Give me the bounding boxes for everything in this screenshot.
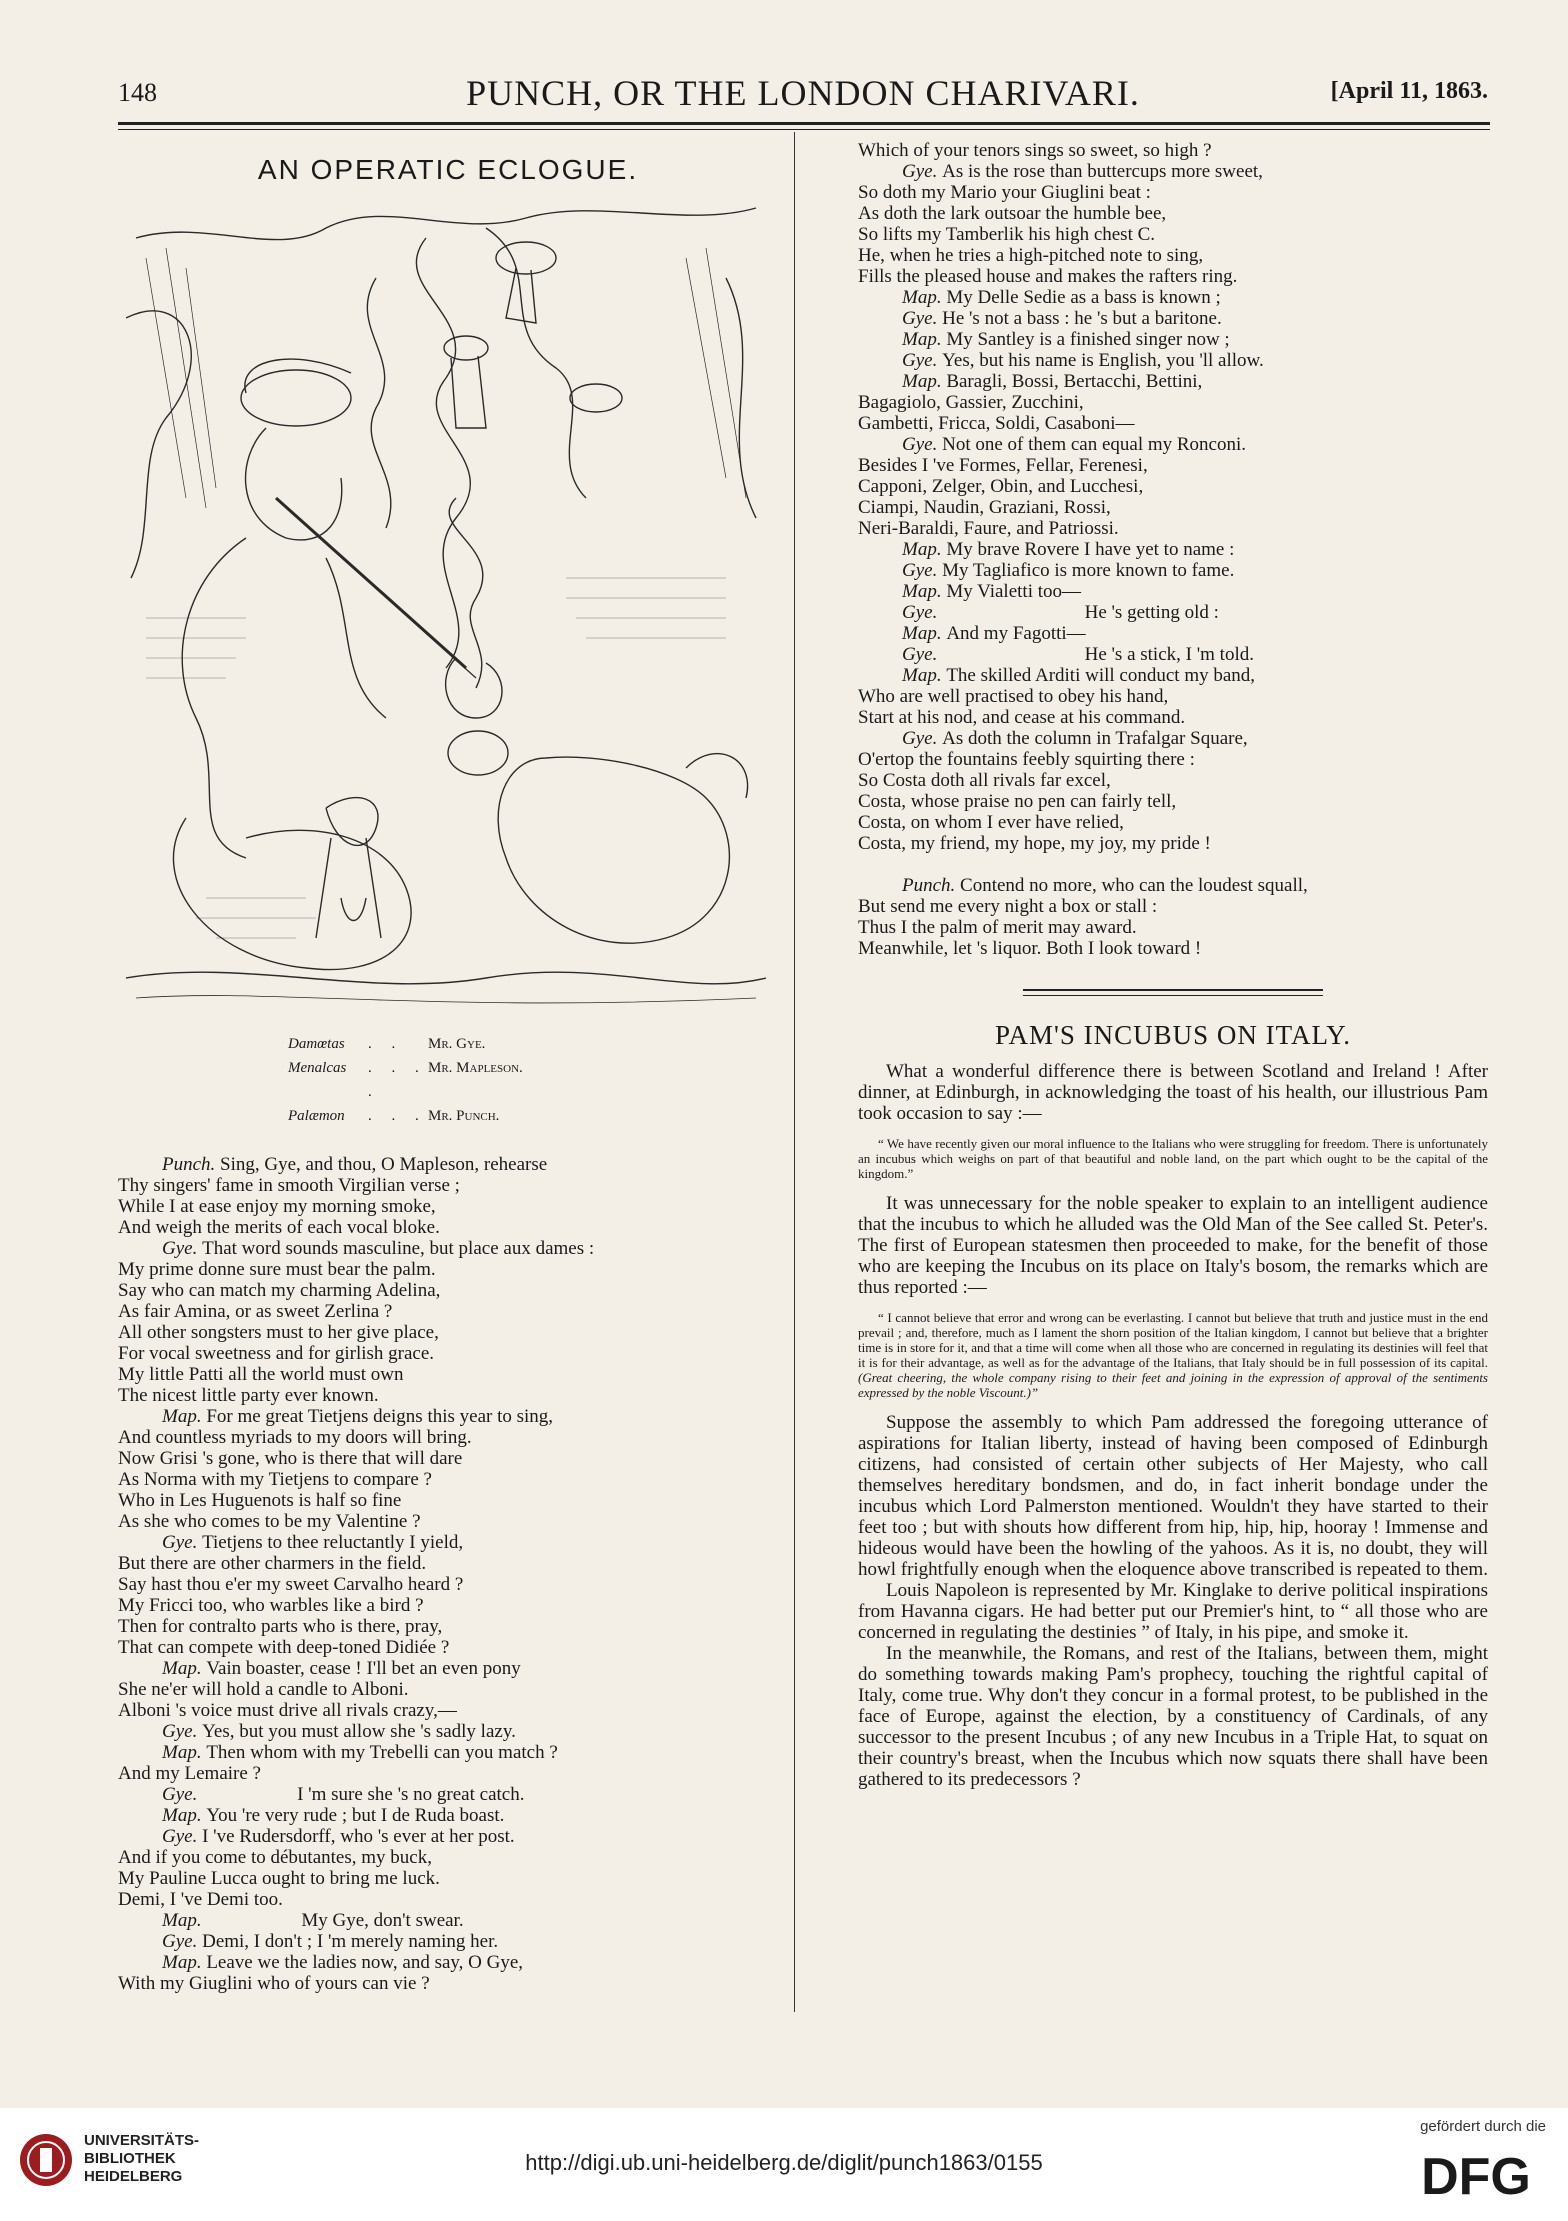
verse-text: And countless myriads to my doors will bring. xyxy=(118,1427,472,1448)
verse-text: Vain boaster, cease ! I'll bet an even pony xyxy=(206,1658,521,1679)
funded-by-label: gefördert durch die xyxy=(1420,2118,1546,2135)
verse-text: Baragli, Bossi, Bertacchi, Bettini, xyxy=(946,371,1203,392)
verse-text: The skilled Arditi will conduct my band, xyxy=(946,665,1256,686)
verse-line xyxy=(118,1658,778,1679)
verse-text: Fills the pleased house and makes the rafters ring. xyxy=(858,266,1238,287)
verse-line xyxy=(118,1532,778,1553)
eclogue-right-verses xyxy=(858,140,1488,854)
verse-line xyxy=(858,560,1488,581)
verse-line xyxy=(118,1280,778,1301)
cast-entry xyxy=(288,1104,778,1128)
speaker-label: Map. xyxy=(902,539,947,560)
verse-text: My Santley is a finished singer now ; xyxy=(946,329,1230,350)
verse-text: As is the rose than buttercups more sweet, xyxy=(942,161,1263,182)
verse-line xyxy=(118,1805,778,1826)
verse-line xyxy=(118,1301,778,1322)
page-header xyxy=(118,70,1488,120)
verse-text: As she who comes to be my Valentine ? xyxy=(118,1511,421,1532)
pams-article xyxy=(858,1061,1488,1790)
masthead-title: PUNCH, OR THE LONDON CHARIVARI. xyxy=(466,73,1140,113)
verse-line xyxy=(858,455,1488,476)
verse-line xyxy=(858,434,1488,455)
verse-text: My Tagliafico is more known to fame. xyxy=(942,560,1235,581)
speaker-label: Map. xyxy=(902,581,947,602)
verse-text: Demi, I don't ; I 'm merely naming her. xyxy=(202,1931,499,1952)
verse-text: Say hast thou e'er my sweet Carvalho heard ? xyxy=(118,1574,464,1595)
verse-text: Then for contralto parts who is there, pray, xyxy=(118,1616,443,1637)
verse-line xyxy=(858,917,1488,938)
verse-text: Costa, my friend, my hope, my joy, my pride ! xyxy=(858,833,1211,854)
verse-text: That word sounds masculine, but place aux dames : xyxy=(202,1238,595,1259)
cast-dots: . . xyxy=(368,1036,404,1052)
verse-text: You 're very rude ; but I de Ruda boast. xyxy=(206,1805,505,1826)
verse-line xyxy=(858,140,1488,161)
verse-text: Bagagiolo, Gassier, Zucchini, xyxy=(858,392,1084,413)
speaker-label: Punch. xyxy=(902,875,961,896)
speaker-label: Map. xyxy=(902,287,947,308)
verse-line xyxy=(858,203,1488,224)
verse-text: And weigh the merits of each vocal bloke. xyxy=(118,1217,440,1238)
verse-text: My Pauline Lucca ought to bring me luck. xyxy=(118,1868,440,1889)
speaker-label: Map. xyxy=(162,1805,207,1826)
university-library-logo[interactable]: UNIVERSITÄTS- BIBLIOTHEK HEIDELBERG xyxy=(18,2132,199,2188)
eclogue-title: AN OPERATIC ECLOGUE. xyxy=(257,154,639,185)
verse-line xyxy=(858,350,1488,371)
verse-line xyxy=(858,644,1488,665)
verse-line xyxy=(118,1847,778,1868)
verse-text: Who are well practised to obey his hand, xyxy=(858,686,1169,707)
verse-text: Thy singers' fame in smooth Virgilian verse ; xyxy=(118,1175,460,1196)
verse-line xyxy=(118,1259,778,1280)
verse-text: Leave we the ladies now, and say, O Gye, xyxy=(206,1952,524,1973)
speaker-label: Map. xyxy=(902,665,947,686)
speaker-label: Map. xyxy=(162,1910,207,1931)
verse-text: Contend no more, who can the loudest squall, xyxy=(960,875,1308,896)
verse-line xyxy=(858,623,1488,644)
verse-line xyxy=(118,1343,778,1364)
verse-line xyxy=(858,476,1488,497)
verse-text: Capponi, Zelger, Obin, and Lucchesi, xyxy=(858,476,1144,497)
verse-text: As Norma with my Tietjens to compare ? xyxy=(118,1469,432,1490)
verse-text: Costa, whose praise no pen can fairly tell, xyxy=(858,791,1177,812)
verse-line xyxy=(858,686,1488,707)
speaker-label: Punch. xyxy=(162,1154,221,1175)
page-number: 148 xyxy=(118,78,157,107)
dfg-logo[interactable] xyxy=(1406,2146,1546,2202)
verse-text: Start at his nod, and cease at his command. xyxy=(858,707,1186,728)
speaker-label: Gye. xyxy=(902,728,943,749)
verse-text: And my Fagotti— xyxy=(946,623,1086,644)
cast-role: Palæmon xyxy=(288,1108,345,1124)
verse-text: My prime donne sure must bear the palm. xyxy=(118,1259,436,1280)
verse-text: Neri-Baraldi, Faure, and Patriossi. xyxy=(858,518,1119,539)
verse-line xyxy=(118,1553,778,1574)
verse-line xyxy=(118,1700,778,1721)
verse-text: And if you come to débutantes, my buck, xyxy=(118,1847,432,1868)
verse-line xyxy=(118,1742,778,1763)
verse-line xyxy=(858,245,1488,266)
verse-line xyxy=(858,770,1488,791)
pams-paragraph-2: It was unnecessary for the noble speaker to explain to an intelligent audience that the incubus to which he alluded was the Old Man of the See called St. Peter's. The first of European statesmen then proceeded to make, for the benefit of those who are keeping the Incubus on its place on Italy's bosom, the remarks which are thus reported :— xyxy=(858,1193,1488,1298)
verse-line xyxy=(118,1154,778,1175)
verse-text: I 've Rudersdorff, who 's ever at her post. xyxy=(202,1826,515,1847)
verse-text: So doth my Mario your Giuglini beat : xyxy=(858,182,1151,203)
verse-line xyxy=(118,1931,778,1952)
verse-text: Besides I 've Formes, Fellar, Ferenesi, xyxy=(858,455,1148,476)
verse-text: Who in Les Huguenots is half so fine xyxy=(118,1490,402,1511)
pams-paragraph-5: In the meanwhile, the Romans, and rest of the Italians, between them, might do something towards making Pam's prophecy, touching the rightful capital of Italy, come true. Why don't they concur in a formal protest, to be published in the face of Europe, against the election, by a constituency of Cardinals, of any successor to the present Incubus ; of any new Incubus in a Triple Hat, to squat on their country's breast, when the Incubus which now squats there shall have been gathered to its predecessors ? xyxy=(858,1643,1488,1790)
verse-text: O'ertop the fountains feebly squirting there : xyxy=(858,749,1195,770)
verse-line xyxy=(858,728,1488,749)
verse-line xyxy=(118,1889,778,1910)
verse-text: Tietjens to thee reluctantly I yield, xyxy=(202,1532,464,1553)
verse-text: I 'm sure she 's no great catch. xyxy=(202,1784,525,1805)
cast-actor: Mr. Mapleson. xyxy=(428,1060,523,1076)
verse-line xyxy=(118,1511,778,1532)
verse-line xyxy=(118,1490,778,1511)
verse-line xyxy=(118,1616,778,1637)
pams-article-title: PAM'S INCUBUS ON ITALY. xyxy=(994,1020,1352,1050)
verse-text: So lifts my Tamberlik his high chest C. xyxy=(858,224,1156,245)
section-divider xyxy=(1023,989,1323,996)
verse-line xyxy=(858,707,1488,728)
verse-text: Meanwhile, let 's liquor. Both I look toward ! xyxy=(858,938,1202,959)
right-column xyxy=(858,140,1488,1790)
verse-text: But send me every night a box or stall : xyxy=(858,896,1158,917)
verse-text: Costa, on whom I ever have relied, xyxy=(858,812,1124,833)
pams-paragraph-3: Suppose the assembly to which Pam addressed the foregoing utterance of aspirations for Italian liberty, instead of having been composed of Edinburgh citizens, had consisted of certain other subjects of Her Majesty, who call themselves hereditary bondsmen, and do, in fact inherit bondage under the incubus which Lord Palmerston mentioned. Wouldn't they have started to their feet too ; but with shouts how different from hip, hip, hip, hooray ! Immense and hideous would have been the howling of the yahoos. As it is, no doubt, they will howl frightfully enough when the eloquence above transcribed is repeated to them. xyxy=(858,1412,1488,1580)
verse-line xyxy=(118,1175,778,1196)
verse-line xyxy=(858,413,1488,434)
eclogue-left-verses xyxy=(118,1154,778,1994)
verse-line xyxy=(858,875,1488,896)
verse-line xyxy=(858,308,1488,329)
verse-line xyxy=(118,1196,778,1217)
verse-line xyxy=(118,1910,778,1931)
verse-text: My little Patti all the world must own xyxy=(118,1364,404,1385)
header-rule-thick xyxy=(118,122,1490,125)
verse-text: Demi, I 've Demi too. xyxy=(118,1889,283,1910)
verse-text: As doth the lark outsoar the humble bee, xyxy=(858,203,1167,224)
verse-line xyxy=(858,539,1488,560)
verse-line xyxy=(858,896,1488,917)
verse-line xyxy=(118,1574,778,1595)
verse-line xyxy=(858,182,1488,203)
digitization-footer xyxy=(0,2108,1568,2221)
verse-text: But there are other charmers in the field. xyxy=(118,1553,427,1574)
verse-text: As fair Amina, or as sweet Zerlina ? xyxy=(118,1301,393,1322)
verse-text: As doth the column in Trafalgar Square, xyxy=(942,728,1248,749)
eclogue-closing-verses xyxy=(858,875,1488,959)
verse-line xyxy=(858,392,1488,413)
verse-text: While I at ease enjoy my morning smoke, xyxy=(118,1196,436,1217)
verse-line xyxy=(858,833,1488,854)
speaker-label: Map. xyxy=(902,371,947,392)
speaker-label: Gye. xyxy=(902,560,943,581)
speaker-label: Gye. xyxy=(902,350,943,371)
verse-line xyxy=(858,749,1488,770)
cast-entry xyxy=(288,1032,778,1056)
speaker-label: Gye. xyxy=(162,1721,203,1742)
verse-text: My Delle Sedie as a bass is known ; xyxy=(946,287,1221,308)
cast-dots: . . . xyxy=(368,1108,427,1124)
speaker-label: Map. xyxy=(902,623,947,644)
verse-text: Sing, Gye, and thou, O Mapleson, rehearse xyxy=(220,1154,548,1175)
verse-text: Gambetti, Fricca, Soldi, Casaboni— xyxy=(858,413,1135,434)
cast-entry xyxy=(288,1056,778,1104)
cast-role: Damœtas xyxy=(288,1036,345,1052)
verse-text: My Gye, don't swear. xyxy=(206,1910,464,1931)
verse-text: Which of your tenors sings so sweet, so high ? xyxy=(858,140,1212,161)
verse-text: And my Lemaire ? xyxy=(118,1763,261,1784)
speaker-label: Gye. xyxy=(162,1532,203,1553)
verse-line xyxy=(118,1469,778,1490)
verse-text: For vocal sweetness and for girlish grace. xyxy=(118,1343,435,1364)
verse-line xyxy=(858,266,1488,287)
verse-line xyxy=(858,287,1488,308)
verse-text: Not one of them can equal my Ronconi. xyxy=(942,434,1247,455)
verse-text: The nicest little party ever known. xyxy=(118,1385,379,1406)
verse-text: For me great Tietjens deigns this year to sing, xyxy=(206,1406,554,1427)
verse-text: He 's not a bass : he 's but a baritone. xyxy=(942,308,1222,329)
verse-text: My Vialetti too— xyxy=(946,581,1081,602)
verse-text: Alboni 's voice must drive all rivals crazy,— xyxy=(118,1700,457,1721)
verse-line xyxy=(858,161,1488,182)
left-column xyxy=(118,140,778,1994)
speaker-label: Gye. xyxy=(902,434,943,455)
verse-line xyxy=(118,1595,778,1616)
verse-line xyxy=(858,497,1488,518)
issue-date: [April 11, 1863. xyxy=(1330,78,1488,104)
verse-line xyxy=(858,581,1488,602)
pams-paragraph-1: What a wonderful difference there is between Scotland and Ireland ! After dinner, at Edinburgh, in acknowledging the toast of his health, our illustrious Pam took occasion to say :— xyxy=(858,1061,1488,1124)
verse-line xyxy=(118,1406,778,1427)
verse-text: Yes, but his name is English, you 'll allow. xyxy=(942,350,1264,371)
cast-list xyxy=(288,1032,778,1128)
verse-line xyxy=(118,1868,778,1889)
verse-line xyxy=(118,1721,778,1742)
pams-quote-2: “ I cannot believe that error and wrong can be everlasting. I cannot but believe that truth and justice must in the end prevail ; and, therefore, much as I lament the shorn position of the Italian kingdom, I cannot but believe that a brighter time is in store for it, and that a time will come when all those who are concerned in regulating its destinies will feel that it is for their advantage, as well as for the advantage of the Italians, that Italy should be in full possession of its capital. (Great cheering, the whole company rising to their feet and joining in the expression of approval of the sentiments expressed by the noble Viscount.)” xyxy=(858,1310,1488,1400)
verse-text: She ne'er will hold a candle to Alboni. xyxy=(118,1679,409,1700)
verse-text: He, when he tries a high-pitched note to sing, xyxy=(858,245,1204,266)
verse-text: Say who can match my charming Adelina, xyxy=(118,1280,441,1301)
pams-paragraph-4: Louis Napoleon is represented by Mr. Kinglake to derive political inspirations from Havanna cigars. He had better put our Premier's hint, to “ all those who are concerned in regulating the destinies ” of Italy, in his pipe, and smoke it. xyxy=(858,1580,1488,1643)
verse-line xyxy=(858,665,1488,686)
speaker-label: Map. xyxy=(162,1658,207,1679)
verse-text: All other songsters must to her give place, xyxy=(118,1322,439,1343)
verse-text: Ciampi, Naudin, Graziani, Rossi, xyxy=(858,497,1111,518)
speaker-label: Gye. xyxy=(162,1784,203,1805)
verse-text: He 's a stick, I 'm told. xyxy=(942,644,1254,665)
speaker-label: Map. xyxy=(162,1406,207,1427)
source-url-link[interactable]: http://digi.ub.uni-heidelberg.de/diglit/punch1863/0155 xyxy=(525,2150,1043,2175)
verse-line xyxy=(858,329,1488,350)
verse-text: That can compete with deep-toned Didiée ? xyxy=(118,1637,450,1658)
verse-line xyxy=(858,224,1488,245)
speaker-label: Gye. xyxy=(162,1826,203,1847)
cast-actor: Mr. Gye. xyxy=(428,1036,486,1052)
speaker-label: Gye. xyxy=(902,308,943,329)
verse-text: Then whom with my Trebelli can you match ? xyxy=(206,1742,558,1763)
speaker-label: Gye. xyxy=(902,644,943,665)
verse-text: Now Grisi 's gone, who is there that will dare xyxy=(118,1448,463,1469)
verse-text: My brave Rovere I have yet to name : xyxy=(946,539,1235,560)
verse-line xyxy=(118,1385,778,1406)
cast-dots: . . . . xyxy=(368,1060,427,1100)
verse-text: So Costa doth all rivals far excel, xyxy=(858,770,1111,791)
speaker-label: Gye. xyxy=(902,602,943,623)
column-divider xyxy=(794,132,795,2012)
verse-text: Yes, but you must allow she 's sadly lazy. xyxy=(202,1721,516,1742)
svg-text:DFG: DFG xyxy=(1421,2148,1531,2202)
verse-line xyxy=(858,812,1488,833)
speaker-label: Map. xyxy=(902,329,947,350)
verse-line xyxy=(118,1763,778,1784)
speaker-label: Gye. xyxy=(162,1238,203,1259)
header-rule-thin xyxy=(118,129,1490,130)
verse-text: He 's getting old : xyxy=(942,602,1219,623)
cast-actor: Mr. Punch. xyxy=(428,1108,500,1124)
verse-line xyxy=(858,518,1488,539)
verse-line xyxy=(858,938,1488,959)
verse-line xyxy=(118,1952,778,1973)
verse-line xyxy=(118,1217,778,1238)
verse-line xyxy=(118,1364,778,1385)
verse-line xyxy=(118,1448,778,1469)
verse-text: Thus I the palm of merit may award. xyxy=(858,917,1137,938)
speaker-label: Gye. xyxy=(902,161,943,182)
verse-line xyxy=(858,791,1488,812)
pams-quote-1: “ We have recently given our moral influence to the Italians who were struggling for freedom. There is unfortunately an incubus which weighs on part of that beautiful and noble land, on the part which ought to be the capital of the kingdom.” xyxy=(858,1136,1488,1181)
verse-line xyxy=(118,1238,778,1259)
verse-line xyxy=(858,602,1488,623)
verse-line xyxy=(118,1322,778,1343)
verse-line xyxy=(118,1637,778,1658)
verse-line xyxy=(118,1826,778,1847)
verse-text: My Fricci too, who warbles like a bird ? xyxy=(118,1595,424,1616)
verse-line xyxy=(118,1784,778,1805)
verse-text: With my Giuglini who of yours can vie ? xyxy=(118,1973,430,1994)
speaker-label: Gye. xyxy=(162,1931,203,1952)
speaker-label: Map. xyxy=(162,1952,207,1973)
verse-line xyxy=(118,1679,778,1700)
cast-role: Menalcas xyxy=(288,1060,347,1076)
speaker-label: Map. xyxy=(162,1742,207,1763)
verse-line xyxy=(118,1427,778,1448)
verse-line xyxy=(858,371,1488,392)
verse-line xyxy=(118,1973,778,1994)
eclogue-illustration xyxy=(126,198,766,1018)
